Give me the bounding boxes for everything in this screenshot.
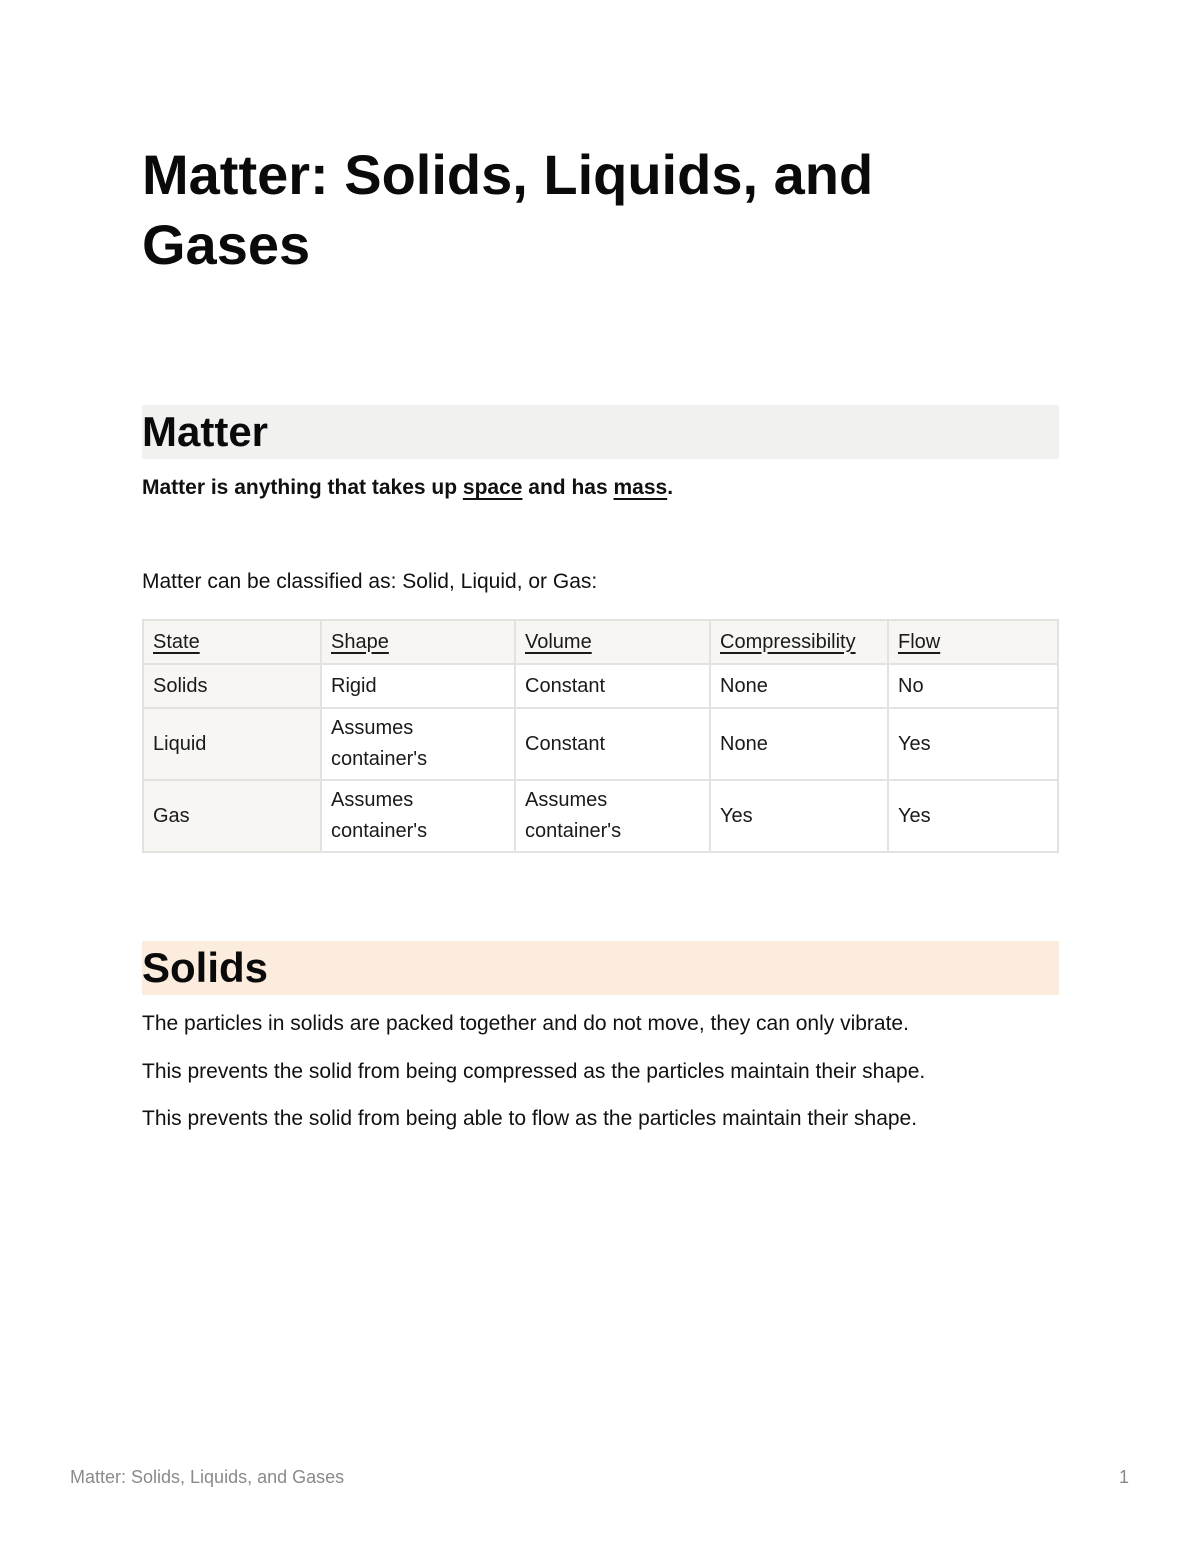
table-cell: No (888, 664, 1058, 708)
table-cell: Solids (143, 664, 321, 708)
table-cell: Rigid (321, 664, 515, 708)
column-header-shape: Shape (321, 620, 515, 664)
column-header-state: State (143, 620, 321, 664)
section-heading-solids: Solids (142, 941, 1059, 995)
section-heading-matter: Matter (142, 405, 1059, 459)
definition-text-1: Matter is anything that takes up (142, 476, 463, 499)
solids-paragraph-2: This prevents the solid from being compressed as the particles maintain their shape. (142, 1060, 926, 1083)
solids-paragraph-1: The particles in solids are packed together and do not move, they can only vibrate. (142, 1012, 909, 1035)
table-cell: Assumes container's (515, 780, 710, 852)
table-cell: Gas (143, 780, 321, 852)
table-row-liquid (143, 708, 1058, 780)
page-title: Matter: Solids, Liquids, and Gases (142, 143, 874, 276)
column-header-volume: Volume (515, 620, 710, 664)
table-cell: None (710, 708, 888, 780)
states-of-matter-table (142, 619, 1059, 853)
column-header-flow: Flow (888, 620, 1058, 664)
definition-text-2: and has (522, 476, 614, 499)
table-cell: Yes (888, 708, 1058, 780)
definition-term-mass: mass (613, 476, 668, 499)
table-cell: Liquid (143, 708, 321, 780)
solids-paragraph-3: This prevents the solid from being able to flow as the particles maintain their shape. (142, 1107, 918, 1130)
footer-page-number: 1 (1118, 1467, 1129, 1487)
column-header-compressibility: Compressibility (710, 620, 888, 664)
definition-term-space: space (462, 476, 523, 499)
table-row-gas (143, 780, 1058, 852)
table-header-row (143, 620, 1058, 664)
table-cell: Constant (515, 664, 710, 708)
definition-text-3: . (667, 476, 674, 499)
table-row-solids (143, 664, 1058, 708)
table-cell: Yes (888, 780, 1058, 852)
footer-document-title: Matter: Solids, Liquids, and Gases (70, 1467, 345, 1487)
matter-definition (142, 474, 673, 502)
table-cell: Yes (710, 780, 888, 852)
classification-intro: Matter can be classified as: Solid, Liquid, or Gas: (142, 570, 598, 593)
table-cell: None (710, 664, 888, 708)
table-cell: Assumes container's (321, 780, 515, 852)
table-cell: Constant (515, 708, 710, 780)
table-cell: Assumes container's (321, 708, 515, 780)
